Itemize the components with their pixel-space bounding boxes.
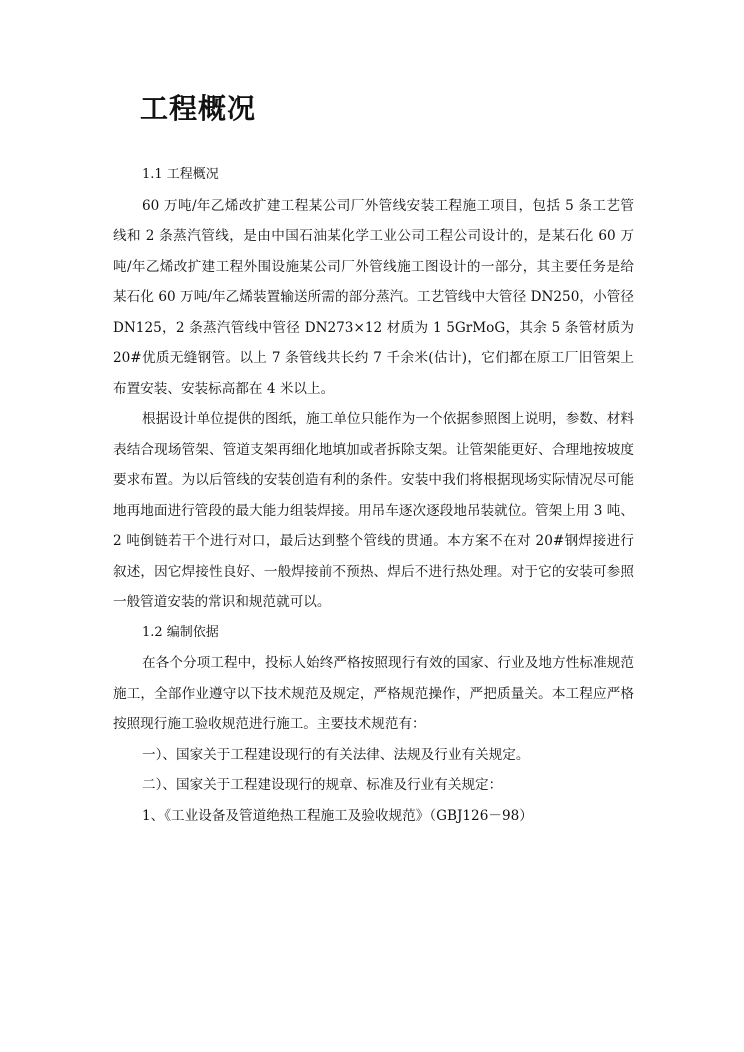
- document-body: [113, 160, 634, 831]
- paragraph: 根据设计单位提供的图纸，施工单位只能作为一个依据参照图上说明，参数、材料表结合现场管架、管道支架再细化地填加或者拆除支架。让管架能更好、合理地按坡度要求布置。为以后管线的安装创造有利的条件。安装中我们将根据现场实际情况尽可能地再地面进行管段的最大能力组装焊接。用吊车逐次逐段地吊装就位。管架上用 3 吨、2 吨倒链若干个进行对口，最后达到整个管线的贯通。本方案不在对 20#钢焊接进行叙述，因它焊接性良好、一般焊接前不预热、焊后不进行热处理。对于它的安装可参照一般管道安装的常识和规范就可以。: [113, 411, 634, 610]
- list-item: 二）、国家关于工程建设现行的规章、标准及行业有关规定：: [142, 777, 503, 793]
- list-item: 一）、国家关于工程建设现行的有关法律、法规及行业有关规定。: [142, 746, 530, 763]
- paragraph: 在各个分项工程中，投标人始终严格按照现行有效的国家、行业及地方性标准规范施工，全部作业遵守以下技术规范及规定，严格规范操作，严把质量关。本工程应严格按照现行施工验收规范进行施工。主要技术规范有：: [113, 655, 634, 732]
- list-item: 1、《工业设备及管道绝热工程施工及验收规范》（GBJ126－98）: [142, 807, 533, 824]
- section-heading: 1.2 编制依据: [142, 624, 219, 640]
- document-title: 工程概况: [140, 92, 257, 125]
- section-heading: 1.1 工程概况: [142, 167, 219, 182]
- paragraph: 60 万吨/年乙烯改扩建工程某公司厂外管线安装工程施工项目，包括 5 条工艺管线和 2 条蒸汽管线，是由中国石油某化学工业公司工程公司设计的，是某石化 60 万吨/年乙烯改扩建工程外围设施某公司厂外管线施工图设计的一部分，其主要任务是给某石化 60 万吨/年乙烯装置输送所需的部分蒸汽。工艺管线中大管径 DN250，小管径 DN125，2 条蒸汽管线中管径 DN273×12 材质为 1 5GrMoG，其余 5 条管材质为 20#优质无缝钢管。以上 7 条管线共长约 7 千余米(估计)，它们都在原工厂旧管架上布置安装、安装标高都在 4 米以上。: [113, 197, 634, 397]
